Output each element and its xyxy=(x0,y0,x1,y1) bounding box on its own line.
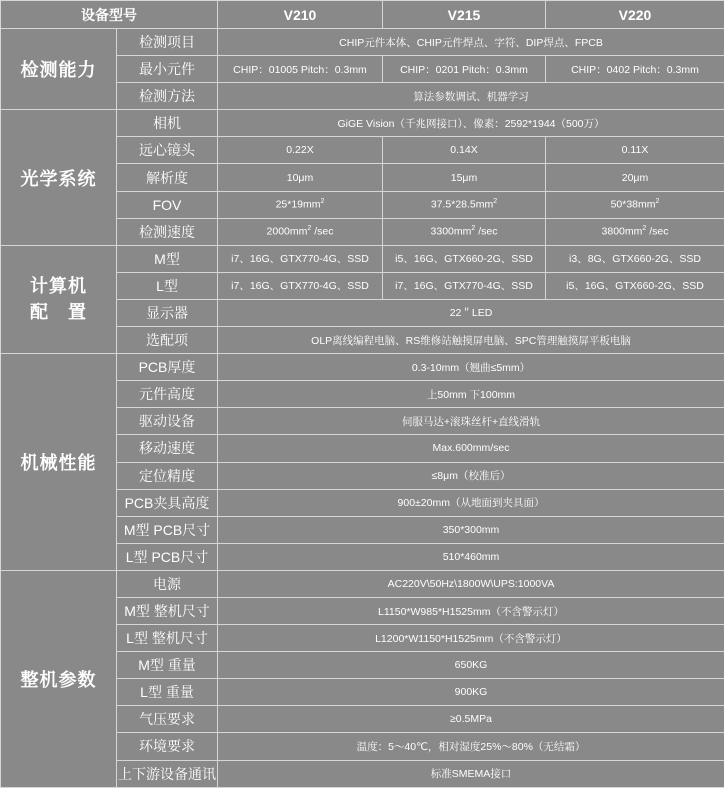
model-label: 设备型号 xyxy=(1,1,218,29)
row-label: M型 xyxy=(117,245,218,272)
unit-suffix: /sec xyxy=(646,225,669,238)
row-label: PCB厚度 xyxy=(117,354,218,381)
superscript: 2 xyxy=(471,225,476,233)
row-label: 解析度 xyxy=(117,164,218,191)
unit-suffix: /sec xyxy=(475,225,498,238)
row-label: 显示器 xyxy=(117,299,218,326)
value-v215: i5、16G、GTX660-2G、SSD xyxy=(383,245,546,272)
value-v210: 10μm xyxy=(218,164,383,191)
value-v215: 15μm xyxy=(383,164,546,191)
row-label: 相机 xyxy=(117,110,218,137)
value-v210: 0.22X xyxy=(218,137,383,164)
value-v210 xyxy=(218,191,383,218)
row-label: M型 PCB尺寸 xyxy=(117,516,218,543)
category-machine: 整机参数 xyxy=(1,570,117,787)
row-label: PCB夹具高度 xyxy=(117,489,218,516)
table-row xyxy=(1,354,724,381)
superscript: 2 xyxy=(320,198,325,206)
value-text: 37.5*28.5mm xyxy=(430,198,494,211)
category-mechanical: 机械性能 xyxy=(1,354,117,571)
row-label: L型 xyxy=(117,272,218,299)
table-row xyxy=(1,245,724,272)
value-v220: 20μm xyxy=(546,164,724,191)
row-value: L1150*W985*H1525mm（不含警示灯） xyxy=(218,597,724,624)
row-label: L型 PCB尺寸 xyxy=(117,543,218,570)
row-label: 气压要求 xyxy=(117,706,218,733)
row-value: 算法参数调试、机器学习 xyxy=(218,83,724,110)
row-label: 元件高度 xyxy=(117,381,218,408)
value-v220 xyxy=(546,218,724,245)
value-v210: i7、16G、GTX770-4G、SSD xyxy=(218,245,383,272)
value-v220 xyxy=(546,191,724,218)
value-v210: i7、16G、GTX770-4G、SSD xyxy=(218,272,383,299)
value-v220: CHIP：0402 Pitch：0.3mm xyxy=(546,56,724,83)
row-value: 标准SMEMA接口 xyxy=(218,760,724,787)
row-label: 最小元件 xyxy=(117,56,218,83)
row-label: 电源 xyxy=(117,570,218,597)
row-label: 检测项目 xyxy=(117,29,218,56)
row-value: 900±20mm（从地面到夹具面） xyxy=(218,489,724,516)
row-value: ≤8μm（校准后） xyxy=(218,462,724,489)
value-text: 2000mm xyxy=(266,225,308,238)
row-label: 上下游设备通讯 xyxy=(117,760,218,787)
category-inspection: 检测能力 xyxy=(1,29,117,110)
value-v210: CHIP：01005 Pitch：0.3mm xyxy=(218,56,383,83)
row-value: 伺服马达+滚珠丝杆+直线滑轨 xyxy=(218,408,724,435)
row-value: Max.600mm/sec xyxy=(218,435,724,462)
row-value: GiGE Vision（千兆网接口）、像素：2592*1944（500万） xyxy=(218,110,724,137)
superscript: 2 xyxy=(642,225,647,233)
model-v220: V220 xyxy=(546,1,724,29)
table-row xyxy=(1,29,724,56)
model-v210: V210 xyxy=(218,1,383,29)
row-label: 远心镜头 xyxy=(117,137,218,164)
row-label: 选配项 xyxy=(117,327,218,354)
row-label: FOV xyxy=(117,191,218,218)
value-text: 50*38mm xyxy=(610,198,656,211)
row-label: 移动速度 xyxy=(117,435,218,462)
value-v210 xyxy=(218,218,383,245)
row-label: M型 重量 xyxy=(117,652,218,679)
superscript: 2 xyxy=(655,198,660,206)
value-text: 25*19mm xyxy=(275,198,321,211)
row-label: L型 整机尺寸 xyxy=(117,625,218,652)
row-value: L1200*W1150*H1525mm（不含警示灯） xyxy=(218,625,724,652)
model-v215: V215 xyxy=(383,1,546,29)
superscript: 2 xyxy=(307,225,312,233)
value-v215: 0.14X xyxy=(383,137,546,164)
value-text: 3300mm xyxy=(430,225,472,238)
category-computer xyxy=(1,245,117,353)
row-value: OLP离线编程电脑、RS维修站触摸屏电脑、SPC管理触摸屏平板电脑 xyxy=(218,327,724,354)
row-value: 350*300mm xyxy=(218,516,724,543)
category-line-2: 配 置 xyxy=(30,302,87,323)
value-v215: i7、16G、GTX770-4G、SSD xyxy=(383,272,546,299)
unit-suffix: /sec xyxy=(311,225,334,238)
row-value: 510*460mm xyxy=(218,543,724,570)
value-v215: CHIP：0201 Pitch：0.3mm xyxy=(383,56,546,83)
value-v215 xyxy=(383,191,546,218)
row-value: 650KG xyxy=(218,652,724,679)
row-value: AC220V\50Hz\1800W\UPS:1000VA xyxy=(218,570,724,597)
header-row xyxy=(1,1,724,29)
value-text: 3800mm xyxy=(601,225,643,238)
row-label: 检测速度 xyxy=(117,218,218,245)
row-value: CHIP元件本体、CHIP元件焊点、字符、DIP焊点、FPCB xyxy=(218,29,724,56)
value-v220: i5、16G、GTX660-2G、SSD xyxy=(546,272,724,299)
row-label: L型 重量 xyxy=(117,679,218,706)
superscript: 2 xyxy=(493,198,498,206)
row-value: 22＂LED xyxy=(218,299,724,326)
row-value: 温度：5～40℃，相对湿度25%～80%（无结霜） xyxy=(218,733,724,760)
row-value: ≥0.5MPa xyxy=(218,706,724,733)
category-optics: 光学系统 xyxy=(1,110,117,245)
row-label: M型 整机尺寸 xyxy=(117,597,218,624)
value-v215 xyxy=(383,218,546,245)
row-label: 驱动设备 xyxy=(117,408,218,435)
row-label: 环境要求 xyxy=(117,733,218,760)
row-value: 900KG xyxy=(218,679,724,706)
table-row xyxy=(1,570,724,597)
row-label: 定位精度 xyxy=(117,462,218,489)
category-line-1: 计算机 xyxy=(30,276,87,297)
value-v220: i3、8G、GTX660-2G、SSD xyxy=(546,245,724,272)
value-v220: 0.11X xyxy=(546,137,724,164)
row-label: 检测方法 xyxy=(117,83,218,110)
table-row xyxy=(1,110,724,137)
row-value: 上50mm 下100mm xyxy=(218,381,724,408)
row-value: 0.3-10mm（翘曲≤5mm） xyxy=(218,354,724,381)
